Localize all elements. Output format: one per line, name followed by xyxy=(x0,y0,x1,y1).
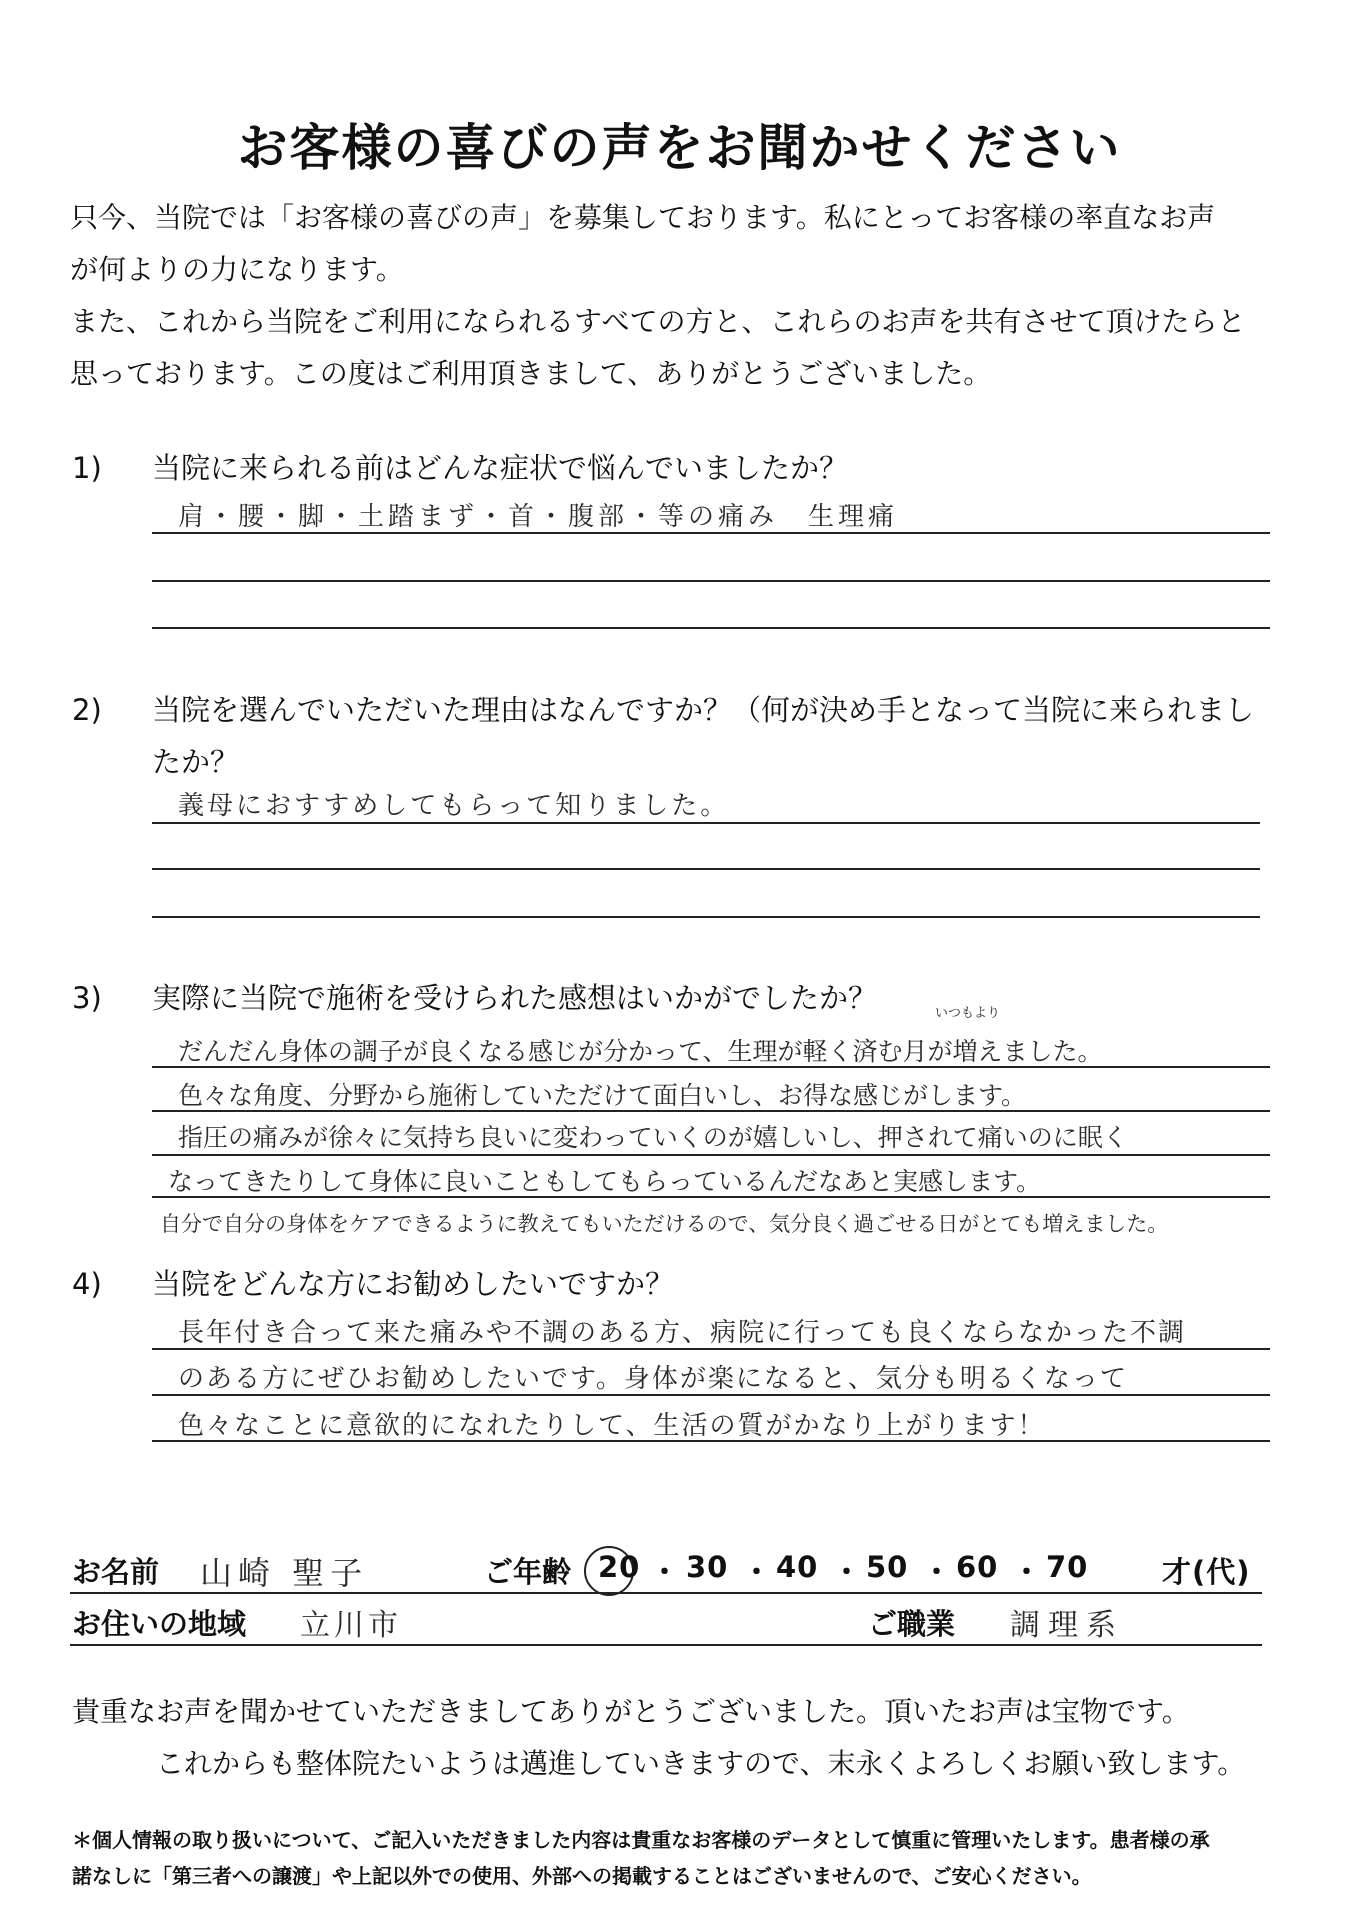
question-3-answer: だんだん身体の調子が良くなる感じが分かって、生理が軽く済む月が増えました。 xyxy=(178,1037,1103,1066)
question-3-answer: なってきたりして身体に良いこともしてもらっているんだなあと実感します。 xyxy=(168,1167,1042,1196)
answer-line xyxy=(152,916,1260,918)
intro-line: 只今、当院では「お客様の喜びの声」を募集しております。私にとってお客様の率直なお声 xyxy=(70,201,1216,234)
intro-line: 思っております。この度はご利用頂きまして、ありがとうございました。 xyxy=(70,357,992,390)
question-3-answer: 自分で自分の身体をケアできるように教えてもいただけるので、気分良く過ごせる日がとても増えました。 xyxy=(160,1212,1169,1236)
age-option-20: 20 xyxy=(598,1550,641,1584)
ruby-annotation: いつもより xyxy=(935,1006,1001,1021)
question-2-text: 当院を選んでいただいた理由はなんですか？（何が決め手となって当院に来られまし xyxy=(152,693,1255,727)
answer-line xyxy=(152,1394,1270,1396)
answer-line xyxy=(152,1348,1270,1350)
area-value: 立川市 xyxy=(300,1608,402,1643)
question-4-number: 4) xyxy=(72,1267,102,1301)
age-suffix: 才(代) xyxy=(1162,1555,1251,1589)
intro-text xyxy=(70,192,1300,400)
answer-line xyxy=(152,1066,1270,1068)
question-4-answer: のある方にぜひお勧めしたいです。身体が楽になると、気分も明るくなって xyxy=(178,1364,1128,1394)
answer-line xyxy=(152,1110,1270,1112)
question-1-answer: 肩・腰・脚・土踏まず・首・腹部・等の痛み 生理痛 xyxy=(178,502,899,532)
job-label: ご職業 xyxy=(868,1607,956,1641)
question-1-number: 1) xyxy=(72,451,102,485)
page-title: お客様の喜びの声をお聞かせください xyxy=(237,119,1122,177)
answer-line xyxy=(152,822,1260,824)
profile-line xyxy=(70,1592,1262,1594)
closing-line: 貴重なお声を聞かせていただきましてありがとうございました。頂いたお声は宝物です。 xyxy=(72,1695,1190,1728)
question-3-text: 実際に当院で施術を受けられた感想はいかがでしたか？ xyxy=(152,981,878,1015)
age-separator: ・ xyxy=(922,1555,953,1589)
question-3-number: 3) xyxy=(72,981,102,1015)
job-value: 調理系 xyxy=(1010,1608,1124,1643)
closing-line: これからも整体院たいようは邁進していきますので、末永くよろしくお願い致します。 xyxy=(156,1747,1246,1780)
question-4-answer: 長年付き合って来た痛みや不調のある方、病院に行っても良くならなかった不調 xyxy=(178,1318,1187,1348)
age-separator: ・ xyxy=(650,1555,681,1589)
question-2-number: 2) xyxy=(72,693,102,727)
answer-line xyxy=(152,627,1270,629)
answer-line xyxy=(152,868,1260,870)
answer-line xyxy=(152,580,1270,582)
answer-line xyxy=(152,1440,1270,1442)
privacy-note-line: 諾なしに「第三者への譲渡」や上記以外での使用、外部への掲載することはございませんので、ご安心ください。 xyxy=(72,1864,1092,1888)
question-1-text: 当院に来られる前はどんな症状で悩んでいましたか？ xyxy=(152,451,849,485)
profile-line xyxy=(70,1644,1262,1646)
age-separator: ・ xyxy=(1012,1555,1043,1589)
answer-line xyxy=(152,1154,1270,1156)
area-label: お住いの地域 xyxy=(72,1607,247,1641)
privacy-note xyxy=(72,1822,1302,1894)
name-label: お名前 xyxy=(72,1555,160,1589)
age-option-50: 50 xyxy=(866,1550,909,1584)
privacy-note-line: ＊個人情報の取り扱いについて、ご記入いただきました内容は貴重なお客様のデータとして慎重に管理いたします。患者様の承 xyxy=(72,1828,1210,1852)
name-value: 山崎 聖子 xyxy=(200,1554,369,1592)
question-3-answer: 色々な角度、分野から施術していただけて面白いし、お得な感じがします。 xyxy=(178,1081,1027,1110)
question-4-answer: 色々なことに意欲的になれたりして、生活の質がかなり上がります！ xyxy=(178,1411,1046,1441)
question-2-answer: 義母におすすめしてもらって知りました。 xyxy=(178,791,730,821)
intro-line: が何よりの力になります。 xyxy=(70,253,404,286)
age-separator: ・ xyxy=(832,1555,863,1589)
answer-line xyxy=(152,532,1270,534)
intro-line: また、これから当院をご利用になられるすべての方と、これらのお声を共有させて頂けたらと xyxy=(70,305,1246,338)
age-label: ご年齢 xyxy=(484,1555,572,1589)
age-option-30: 30 xyxy=(686,1550,729,1584)
question-4-text: 当院をどんな方にお勧めしたいですか？ xyxy=(152,1267,675,1301)
age-option-40: 40 xyxy=(776,1550,819,1584)
age-separator: ・ xyxy=(742,1555,773,1589)
question-2-text-cont: たか？ xyxy=(152,745,240,779)
question-3-answer: 指圧の痛みが徐々に気持ち良いに変わっていくのが嬉しいし、押されて痛いのに眠く xyxy=(178,1123,1128,1152)
age-option-60: 60 xyxy=(956,1550,999,1584)
age-option-70: 70 xyxy=(1046,1550,1089,1584)
answer-line xyxy=(152,1196,1270,1198)
